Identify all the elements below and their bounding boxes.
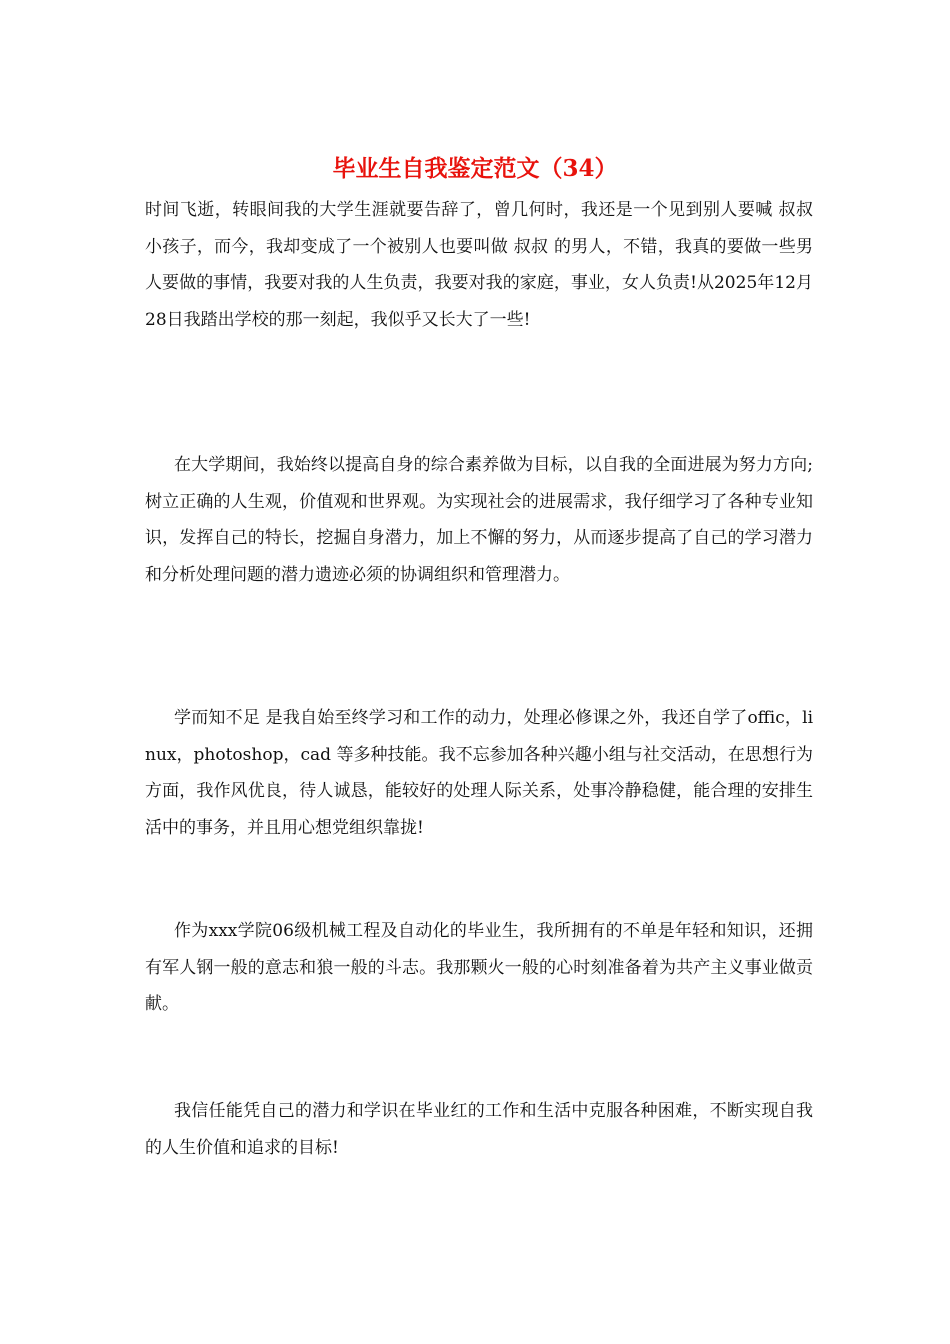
paragraph-graduate: 作为xxx学院06级机械工程及自动化的毕业生，我所拥有的不单是年轻和知识，还拥有军人钢一般的意志和狼一般的斗志。我那颗火一般的心时刻准备着为共产主义事业做贡献。 — [145, 921, 813, 1014]
paragraph-closing: 我信任能凭自己的潜力和学识在毕业红的工作和生活中克服各种困难，不断实现自我的人生价值和追求的目标! — [145, 1101, 813, 1158]
paragraph-intro: 时间飞逝，转眼间我的大学生涯就要告辞了，曾几何时，我还是一个见到别人要喊 叔叔 小孩子，而今，我却变成了一个被别人也要叫做 叔叔 的男人，不错，我真的要做一些男人要做的事情，我要对我的人生负责，我要对我的家庭，事业，女人负责!从2025年12月28日我踏出学校的那一刻起，我似乎又长大了一些! — [145, 200, 813, 330]
paragraph-self-study: 学而知不足 是我自始至终学习和工作的动力，处理必修课之外，我还自学了offic，linux，photoshop，cad 等多种技能。我不忘参加各种兴趣小组与社交活动，在思想行为方面，我作风优良，待人诚恳，能较好的处理人际关系，处事冷静稳健，能合理的安排生活中的事务，并且用心想党组织靠拢! — [145, 708, 813, 838]
paragraph-university-period: 在大学期间，我始终以提高自身的综合素养做为目标，以自我的全面进展为努力方向;树立正确的人生观，价值观和世界观。为实现社会的进展需求，我仔细学习了各种专业知识，发挥自己的特长，挖掘自身潜力，加上不懈的努力，从而逐步提高了自己的学习潜力和分析处理问题的潜力遗迹必须的协调组织和管理潜力。 — [145, 455, 813, 585]
document-title: 毕业生自我鉴定范文（34） — [332, 155, 618, 182]
